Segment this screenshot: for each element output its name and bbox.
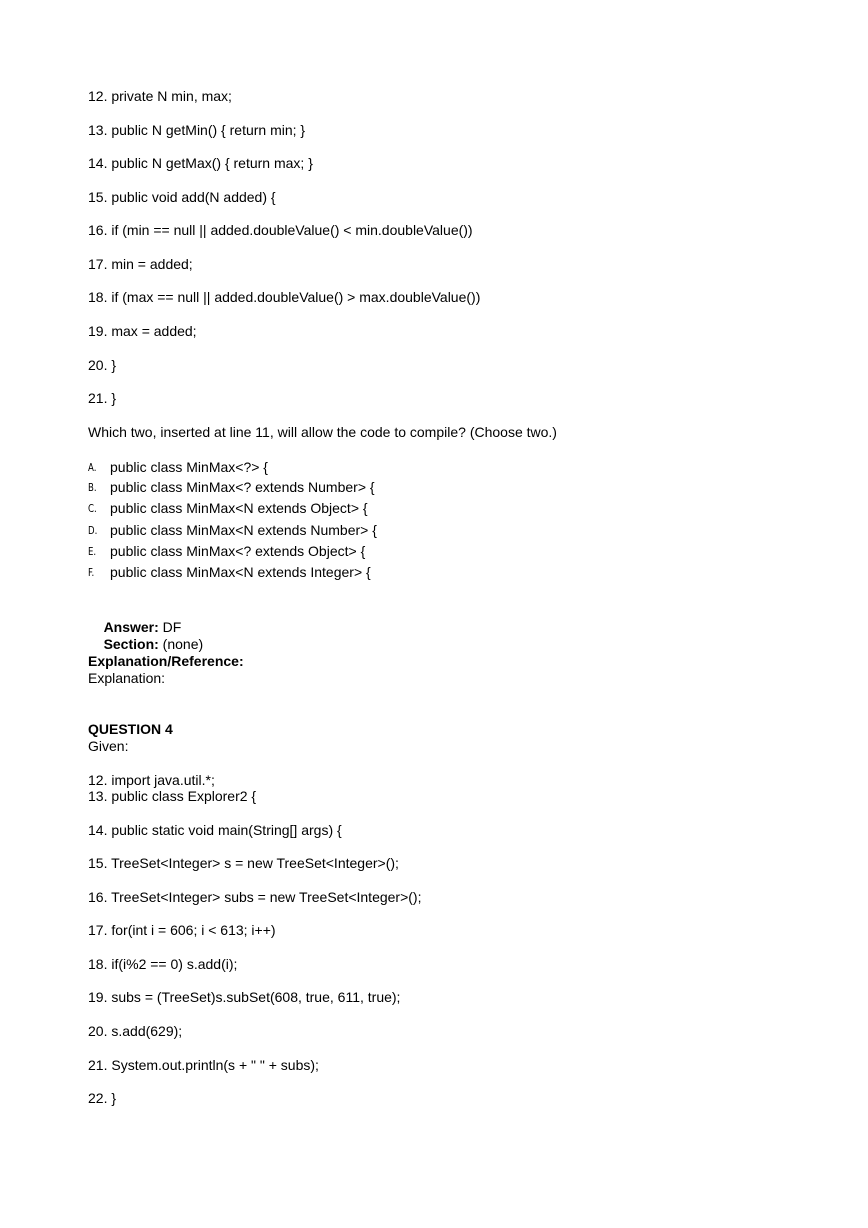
option-text: public class MinMax<N extends Integer> { bbox=[110, 564, 371, 580]
code-line: 12. import java.util.*; bbox=[88, 772, 215, 788]
explanation-text: Explanation: bbox=[88, 670, 166, 686]
code-line: 16. TreeSet<Integer> subs = new TreeSet<Integer>(); bbox=[88, 889, 422, 905]
answer-label: Answer: bbox=[103, 619, 159, 635]
answer-option-d bbox=[88, 522, 788, 539]
option-letter: E. bbox=[88, 545, 97, 558]
code-line: 15. public void add(N added) { bbox=[88, 189, 276, 205]
code-line: 12. private N min, max; bbox=[88, 88, 232, 104]
code-line: 21. System.out.println(s + " " + subs); bbox=[88, 1057, 319, 1073]
code-line: 22. } bbox=[88, 1090, 117, 1106]
answer-value: DF bbox=[158, 619, 182, 635]
option-letter: F. bbox=[88, 566, 95, 579]
code-line: 16. if (min == null || added.doubleValue() < min.doubleValue()) bbox=[88, 222, 473, 238]
question-title: QUESTION 4 bbox=[88, 721, 173, 737]
option-text: public class MinMax<? extends Object> { bbox=[110, 543, 366, 559]
code-line: 21. } bbox=[88, 390, 117, 406]
code-line: 14. public static void main(String[] args) { bbox=[88, 822, 342, 838]
answer-option-b bbox=[88, 479, 788, 496]
code-line: 20. } bbox=[88, 357, 117, 373]
option-text: public class MinMax<?> { bbox=[110, 459, 268, 475]
option-letter: D. bbox=[88, 524, 98, 537]
code-line: 14. public N getMax() { return max; } bbox=[88, 155, 313, 171]
section-label: Section: bbox=[103, 636, 159, 652]
code-line: 15. TreeSet<Integer> s = new TreeSet<Integer>(); bbox=[88, 855, 399, 871]
answer-option-a bbox=[88, 459, 788, 476]
code-line: 19. max = added; bbox=[88, 323, 197, 339]
question-given: Given: bbox=[88, 738, 129, 754]
answer-option-c bbox=[88, 500, 788, 517]
question-prompt: Which two, inserted at line 11, will allow the code to compile? (Choose two.) bbox=[88, 424, 557, 440]
option-text: public class MinMax<? extends Number> { bbox=[110, 479, 375, 495]
section-value: (none) bbox=[158, 636, 204, 652]
code-line: 19. subs = (TreeSet)s.subSet(608, true, 611, true); bbox=[88, 989, 401, 1005]
code-line: 18. if(i%2 == 0) s.add(i); bbox=[88, 956, 238, 972]
code-line: 20. s.add(629); bbox=[88, 1023, 183, 1039]
code-line: 17. min = added; bbox=[88, 256, 193, 272]
option-text: public class MinMax<N extends Object> { bbox=[110, 500, 368, 516]
answer-option-e bbox=[88, 543, 788, 560]
answer-option-f bbox=[88, 564, 788, 581]
code-line: 13. public class Explorer2 { bbox=[88, 788, 257, 804]
option-text: public class MinMax<N extends Number> { bbox=[110, 522, 377, 538]
code-line: 17. for(int i = 606; i < 613; i++) bbox=[88, 922, 276, 938]
option-letter: A. bbox=[88, 461, 97, 474]
explanation-heading: Explanation/Reference: bbox=[88, 653, 244, 669]
code-line: 18. if (max == null || added.doubleValue() > max.doubleValue()) bbox=[88, 289, 481, 305]
option-letter: B. bbox=[88, 481, 97, 494]
code-line: 13. public N getMin() { return min; } bbox=[88, 122, 306, 138]
option-letter: C. bbox=[88, 502, 97, 515]
